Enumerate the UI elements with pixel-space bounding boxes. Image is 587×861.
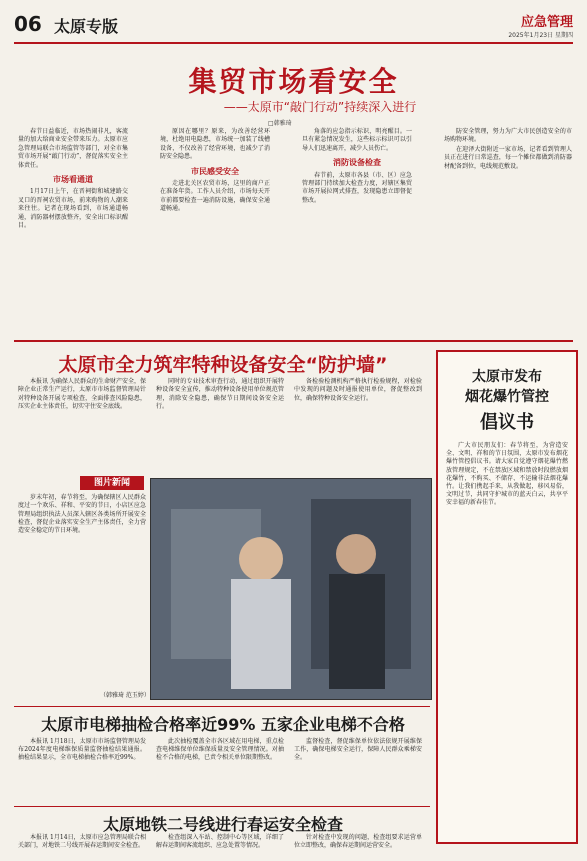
article3-column-1 <box>18 738 146 763</box>
news-photo <box>150 478 432 700</box>
section-divider <box>14 706 430 707</box>
photo-caption-text: 岁末年初，春节将至，为确保辖区人民群众度过一个欢乐、祥和、平安的节日，小店区应急管理局组织执法人员深入辖区各类场所开展安全检查，督促企业落实安全生产主体责任，全力营造安全稳定的节日环境。 <box>18 494 146 535</box>
photo-credit: （韩雅琦 范玉婷） <box>100 692 150 699</box>
lead-paragraph: 在迎泽大街附近一家市场，记者看到管理人员正在进行日常巡查，每一个摊位都做到消防器材配备到位，电线规范敷设。 <box>444 145 572 170</box>
sidebar-paragraph: 广大市民朋友们：春节将至，为营造安全、文明、祥和的节日氛围，太原市发布烟花爆竹管控倡议书。请大家自觉遵守烟花爆竹燃放管理规定，不在禁放区域和禁放时段燃放烟花爆竹，不购买、不储存、不运输非法烟花爆竹。让我们携起手来，从我做起，移风易俗，文明过节，共同守护城市的蓝天白云，共享平安幸福的新春佳节。 <box>446 442 568 507</box>
article3-paragraph: 本报讯 1月18日，太原市市场监督管理局发布2024年度电梯维保质量监督抽检结果通报。抽检结果显示，全市电梯抽检合格率近99%。 <box>18 738 146 762</box>
article2-paragraph: 备检验检测机构严格执行检验规程，对检验中发现的问题及时通报使用单位，督促整改到位，确保特种设备安全运行。 <box>294 378 422 402</box>
page-number: 06 <box>14 12 42 36</box>
lead-paragraph: 春节日益临近，市场热闹非凡，客流量的加大给商业安全带来压力。太原市应急管理局联合市场监管等部门，对全市集贸市场开展“敲门行动”，督促落实安全主体责任。 <box>18 128 128 169</box>
article3-column-3 <box>294 738 422 763</box>
article2-paragraph: 同时的专业技术审查行动，通过组织开展特种设备安全宣传，推动特种设备使用单位规范管理，消除安全隐患，确保节日期间设备安全运行。 <box>156 378 284 410</box>
sidebar-subtitle: 烟花爆竹管控 <box>465 389 549 405</box>
lead-subhead-2: 消防设备检查 <box>333 158 381 168</box>
lead-paragraph: 1月17日上午，在晋祠街和城建路交叉口的晋祠农贸市场，前来购物的人潮来来往往。记者在现场看到，市场通道畅通，消防器材摆放整齐，安全出口标识醒目。 <box>18 188 128 230</box>
article4-paragraph: 针对检查中发现的问题，检查组要求运营单位立即整改，确保春运期间运营安全。 <box>294 834 422 850</box>
article2-paragraph: 本报讯 为确保人民群众的生命财产安全，保障企业正常生产运行，太原市市场监督管理局针对特种设备开展专项检查，全面排查风险隐患，压实企业主体责任，切实守住安全底线。 <box>18 378 146 410</box>
lead-paragraph: 角落的应急指示标识，明亮醒目。一旦有紧急情况发生，这些标示标识可以引导人们迅速离开，减少人员伤亡。 <box>302 128 412 152</box>
article2-column-2 <box>156 378 284 411</box>
photo-caption <box>18 494 146 535</box>
article2-column-1 <box>18 378 146 411</box>
photo-illustration <box>151 479 431 699</box>
lead-paragraph: 原因在哪里？原来，为改善经营环境，杜绝用电隐患，市场统一加装了线槽设备，不仅改善了经营环境，也减少了消防安全隐患。 <box>160 128 270 161</box>
lead-byline: □韩雅琦 <box>268 120 292 127</box>
lead-column-4 <box>444 128 572 172</box>
article2-column-3 <box>294 378 422 403</box>
section-title: 太原专版 <box>54 17 119 36</box>
article4-headline: 太原地铁二号线进行春运安全检查 <box>102 815 343 834</box>
brand-title: 应急管理 <box>520 15 573 30</box>
page-header <box>14 10 573 44</box>
lead-paragraph: 走进北关区农贸市场，这里的商户正在准备年货。工作人员介绍，市场每天开市前都要检查一遍消防设施，确保安全通道畅通。 <box>160 180 270 213</box>
proposal-sidebar <box>436 350 578 844</box>
sidebar-title: 倡议书 <box>480 412 534 433</box>
lead-subhead-1: 市场看通道 <box>53 175 93 185</box>
lead-headline: 集贸市场看安全 <box>188 65 399 98</box>
photo-news-label: 图片新闻 <box>80 476 144 490</box>
article4-column-3 <box>294 834 422 850</box>
sidebar-org: 太原市发布 <box>472 369 542 385</box>
section-divider <box>14 340 573 342</box>
article3-paragraph: 监督检查，督促维保单位依法依规开展维保工作，确保电梯安全运行，保障人民群众乘梯安全。 <box>294 738 422 762</box>
lead-column-2 <box>160 128 270 215</box>
article4-paragraph: 检查组深入车站、控制中心等区域，详细了解春运期间客流组织、应急处置等情况。 <box>156 834 284 850</box>
sidebar-body <box>446 442 568 508</box>
lead-column-1 <box>18 128 128 231</box>
lead-column-3 <box>302 128 412 206</box>
article4-column-1 <box>18 834 146 850</box>
lead-subtitle: ——太原市“敲门行动”持续深入进行 <box>223 100 417 114</box>
lead-paragraph: 春节前，太原市各县（市、区）应急管理部门持续加大检查力度，对辖区集贸市场开展拉网式排查，发现隐患立即督促整改。 <box>302 171 412 204</box>
article3-headline: 太原市电梯抽检合格率近99% 五家企业电梯不合格 <box>41 715 405 734</box>
lead-paragraph: 防安全管理，努力为广大市民创造安全的市场购物环境。 <box>444 128 572 144</box>
section-divider <box>14 806 430 807</box>
lead-subhead-3: 市民感受安全 <box>191 166 239 176</box>
article4-paragraph: 本报讯 1月14日，太原市应急管理局联合相关部门，对地铁二号线开展春运期间安全检查。 <box>18 834 146 850</box>
article3-paragraph: 此次抽检覆盖全市各区域在用电梯，重点检查电梯维保单位维保质量及安全管理情况。对抽检不合格的电梯，已责令相关单位限期整改。 <box>156 738 284 762</box>
article2-headline: 太原市全力筑牢特种设备安全“防护墙” <box>58 354 388 376</box>
issue-date: 2025年1月23日 星期四 <box>508 32 573 39</box>
article4-column-2 <box>156 834 284 850</box>
article3-column-2 <box>156 738 284 763</box>
